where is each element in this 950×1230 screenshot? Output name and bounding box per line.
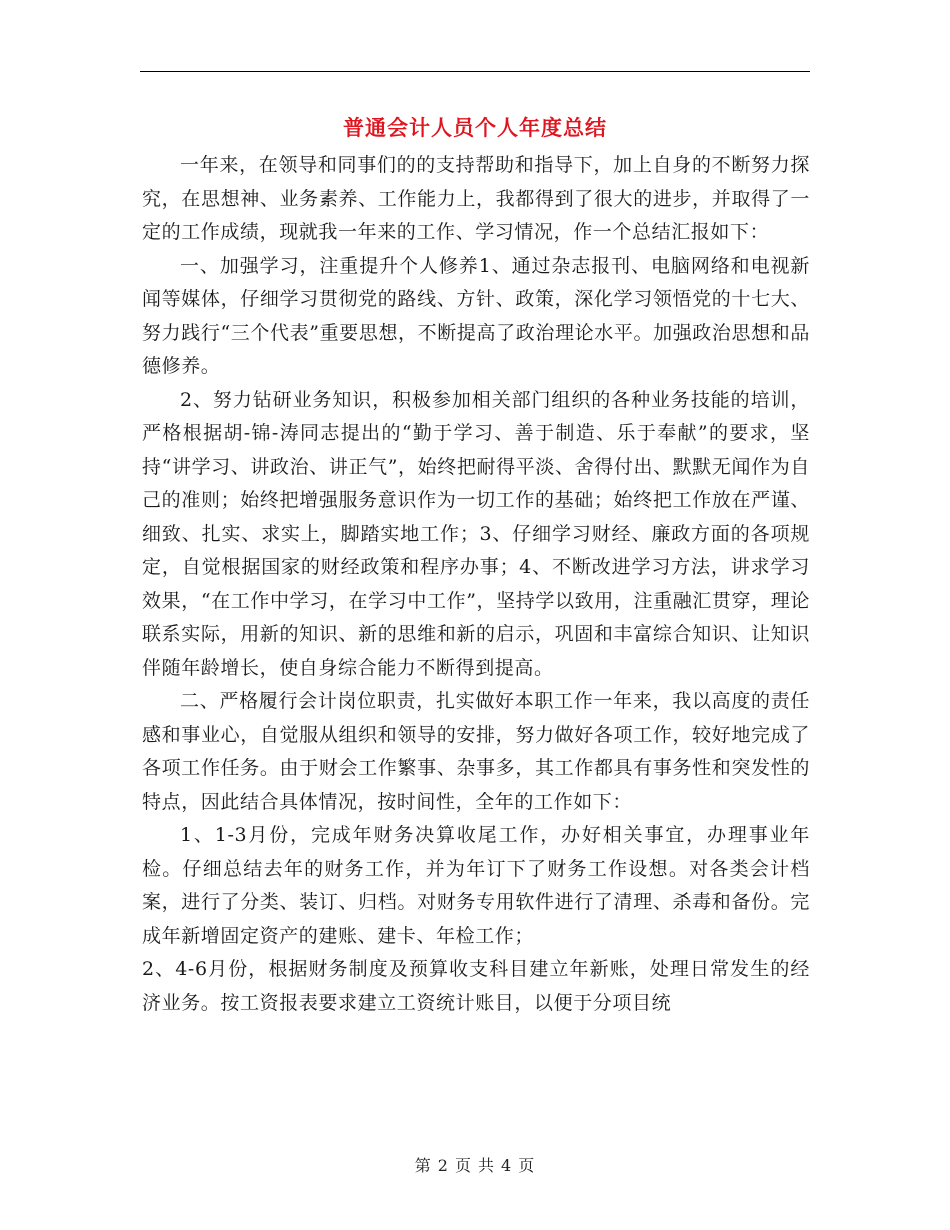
paragraph-section-1: 一、加强学习，注重提升个人修养1、通过杂志报刊、电脑网络和电视新闻等媒体，仔细学习贯彻党的路线、方针、政策，深化学习领悟党的十七大、努力践行“三个代表”重要思想，不断提高了政治理论水平。加强政治思想和品德修养。	[142, 254, 810, 377]
paragraph-q2-work: 2、4-6月份，根据财务制度及预算收支科目建立年新账，处理日常发生的经济业务。按工资报表要求建立工资统计账目，以便于分项目统	[142, 958, 810, 1014]
paragraph-intro: 一年来，在领导和同事们的的支持帮助和指导下，加上自身的不断努力探究，在思想神、业务素养、工作能力上，我都得到了很大的进步，并取得了一定的工作成绩，现就我一年来的工作、学习情况，作一个总结汇报如下：	[142, 154, 810, 243]
footer-total-pages: 4	[501, 1156, 513, 1175]
paragraph-item-2: 2、努力钻研业务知识，积极参加相关部门组织的各种业务技能的培训，严格根据胡-锦-涛同志提出的“勤于学习、善于制造、乐于奉献”的要求，坚持“讲学习、讲政治、讲正气”，始终把耐得平淡、舍得付出、默默无闻作为自己的准则；始终把增强服务意识作为一切工作的基础；始终把工作放在严谨、细致、扎实、求实上，脚踏实地工作；3、仔细学习财经、廉政方面的各项规定，自觉根据国家的财经政策和程序办事；4、不断改进学习方法，讲求学习效果，“在工作中学习，在学习中工作”，坚持学以致用，注重融汇贯穿，理论联系实际，用新的知识、新的思维和新的启示，巩固和丰富综合知识、让知识伴随年龄增长，使自身综合能力不断得到提高。	[142, 388, 810, 679]
footer-middle: 页 共	[454, 1156, 496, 1175]
page-footer	[0, 1153, 950, 1176]
paragraph-q1-work: 1、1-3月份，完成年财务决算收尾工作，办好相关事宜，办理事业年检。仔细总结去年的财务工作，并为年订下了财务工作设想。对各类会计档案，进行了分类、装订、归档。对财务专用软件进行了清理、杀毒和备份。完成年新增固定资产的建账、建卡、年检工作；	[142, 824, 810, 947]
footer-current-page: 2	[437, 1156, 449, 1175]
document-body	[142, 149, 810, 1020]
document-title: 普通会计人员个人年度总结	[343, 115, 607, 140]
header-rule	[140, 71, 810, 72]
footer-prefix: 第	[414, 1156, 432, 1175]
paragraph-section-2: 二、严格履行会计岗位职责，扎实做好本职工作一年来，我以高度的责任感和事业心，自觉服从组织和领导的安排，努力做好各项工作，较好地完成了各项工作任务。由于财会工作繁事、杂事多，其工作都具有事务性和突发性的特点，因此结合具体情况，按时间性，全年的工作如下：	[142, 690, 810, 813]
footer-suffix: 页	[518, 1156, 536, 1175]
